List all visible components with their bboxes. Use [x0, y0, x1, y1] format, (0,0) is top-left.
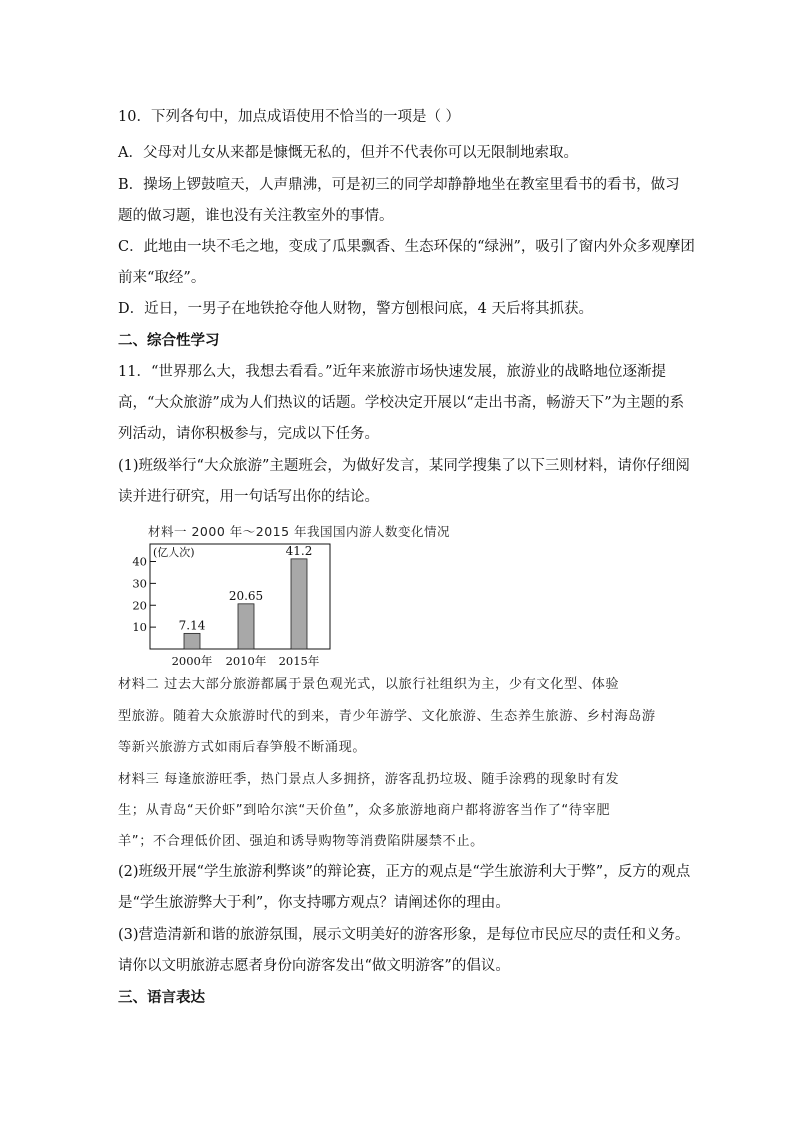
q10-stem: 10．下列各句中，加点成语使用不恰当的一项是（ ）: [118, 109, 461, 125]
q10-option-d: D．近日，一男子在地铁抢夺他人财物，警方刨根问底，4 天后将其抓获。: [118, 301, 593, 317]
section-heading-3: 三、语言表达: [118, 989, 205, 1006]
q11-part3-line2: 请你以文明旅游志愿者身份向游客发出“做文明游客”的倡议。: [118, 958, 510, 974]
material3-line2: 生；从青岛“天价虾”到哈尔滨“天价鱼”，众多旅游地商户都将游客当作了“待宰肥: [118, 803, 611, 818]
y-tick-label-30: 30: [132, 576, 147, 591]
x-category-label-0: 2000年: [171, 654, 213, 668]
material2-line3: 等新兴旅游方式如雨后春笋般不断涌现。: [118, 740, 367, 755]
bar-2000年: [184, 633, 200, 649]
q10-option-c-line1: C．此地由一块不毛之地，变成了瓜果飘香、生态环保的“绿洲”，吸引了窗内外众多观摩团: [118, 239, 695, 255]
q10-option-c-line2: 前来“取经”。: [118, 270, 206, 286]
bar-value-label-1: 20.65: [228, 588, 264, 603]
material2-line1: 材料二 过去大部分旅游都属于景色观光式，以旅行社组织为主，少有文化型、体验: [118, 677, 620, 692]
q11-line3: 列活动，请你积极参与，完成以下任务。: [118, 426, 379, 442]
material2-line2: 型旅游。随着大众旅游时代的到来，青少年游学、文化旅游、生态养生旅游、乡村海岛游: [118, 709, 656, 724]
material3-line3: 羊”；不合理低价团、强迫和诱导购物等消费陷阱屡禁不止。: [118, 834, 484, 849]
q10-option-b-line1: B．操场上锣鼓喧天，人声鼎沸，可是初三的同学却静静地坐在教室里看书的看书，做习: [118, 177, 680, 193]
tourism-bar-chart: [132, 538, 338, 668]
q10-option-a: A．父母对儿女从来都是慷慨无私的，但并不代表你可以无限制地索取。: [118, 145, 578, 161]
material3-line1: 材料三 每逢旅游旺季，热门景点人多拥挤，游客乱扔垃圾、随手涂鸦的现象时有发: [118, 772, 620, 787]
y-tick-label-40: 40: [132, 554, 147, 569]
q11-part3-line1: (3)营造清新和谐的旅游氛围，展示文明美好的游客形象，是每位市民应尽的责任和义务。: [118, 927, 690, 943]
q11-part1-line2: 读并进行研究，用一句话写出你的结论。: [118, 489, 379, 505]
x-category-label-1: 2010年: [225, 654, 267, 668]
chart-ylabel: (亿人次): [153, 546, 195, 559]
q11-line2: 高，“大众旅游”成为人们热议的话题。学校决定开展以“走出书斋，畅游天下”为主题的系: [118, 395, 685, 411]
q11-line1: 11．“世界那么大，我想去看看。”近年来旅游市场快速发展，旅游业的战略地位逐渐提: [118, 364, 667, 380]
bar-2010年: [238, 604, 254, 649]
x-category-label-2: 2015年: [278, 654, 320, 668]
section-heading-2: 二、综合性学习: [118, 332, 220, 349]
bar-value-label-0: 7.14: [178, 618, 206, 633]
bar-2015年: [291, 559, 307, 649]
q11-part1-line1: (1)班级举行“大众旅游”主题班会，为做好发言，某同学搜集了以下三则材料，请你仔细阅: [118, 458, 690, 474]
q10-option-b-line2: 题的做习题，谁也没有关注教室外的事情。: [118, 208, 394, 224]
q11-part2-line2: 是“学生旅游弊大于利”，你支持哪方观点？请阐述你的理由。: [118, 895, 510, 911]
bar-value-label-2: 41.2: [285, 543, 313, 558]
chart-title: 材料一 2000 年～2015 年我国国内游人数变化情况: [148, 524, 451, 539]
y-tick-label-10: 10: [132, 620, 147, 635]
y-tick-label-20: 20: [132, 598, 147, 613]
q11-part2-line1: (2)班级开展“学生旅游利弊谈”的辩论赛，正方的观点是“学生旅游利大于弊”，反方的观点: [118, 864, 691, 880]
